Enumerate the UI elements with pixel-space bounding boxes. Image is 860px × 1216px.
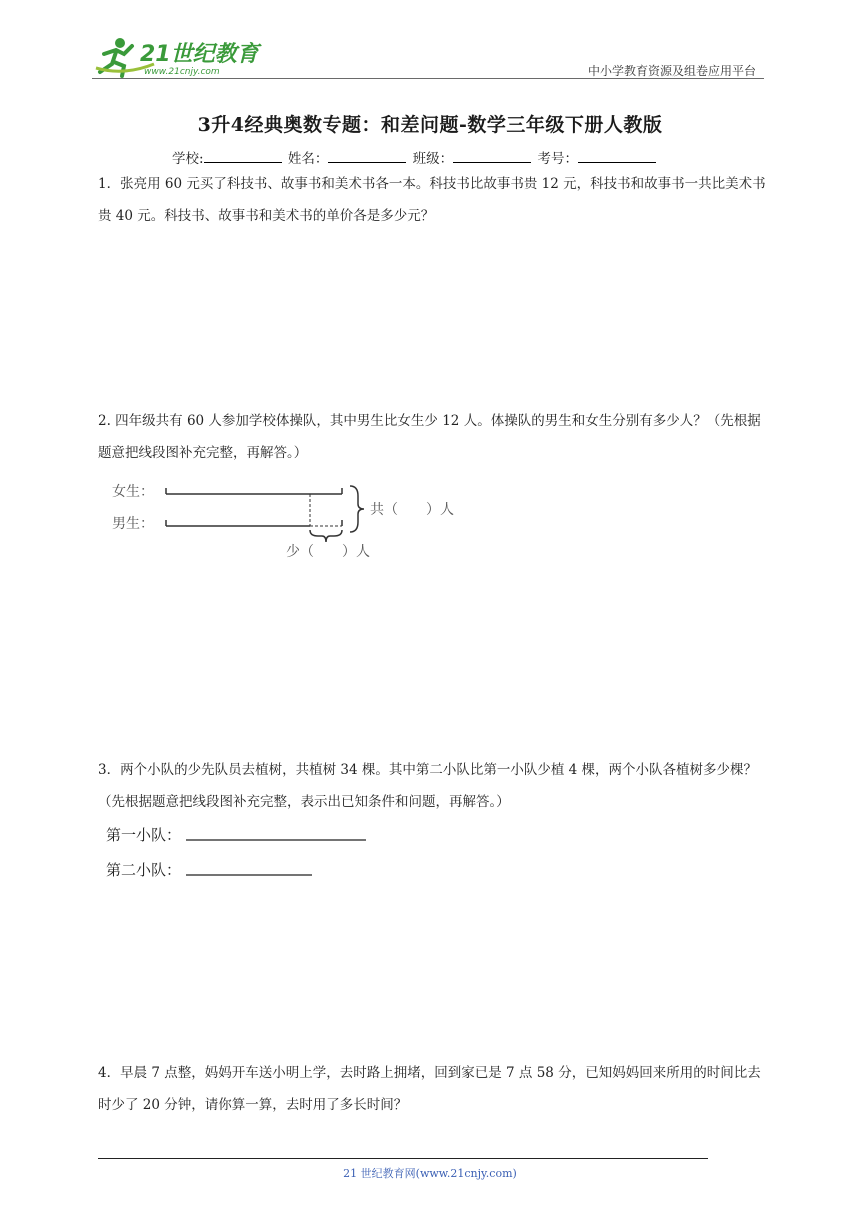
boys-label: 男生： bbox=[112, 516, 154, 532]
team1-label: 第一小队： bbox=[106, 826, 182, 844]
header-divider bbox=[92, 78, 764, 79]
question-4: 4．早晨 7 点整，妈妈开车送小明上学，去时路上拥堵，回到家已是 7 点 58 分，已知妈妈回来所用的时间比去时少了 20 分钟，请你算一算，去时用了多长时间？ bbox=[98, 1065, 761, 1113]
school-label: 学校: bbox=[172, 151, 204, 167]
total-label: 共（ ）人 bbox=[370, 502, 454, 518]
name-blank[interactable] bbox=[328, 148, 406, 163]
line-segment-diagram-q3 bbox=[104, 820, 404, 884]
exam-no-blank[interactable] bbox=[578, 148, 656, 163]
footer-divider bbox=[98, 1158, 708, 1159]
footer-link[interactable]: 21 世纪教育网(www.21cnjy.com) bbox=[343, 1167, 517, 1180]
question-1: 1．张亮用 60 元买了科技书、故事书和美术书各一本。科技书比故事书贵 12 元，科技书和故事书一共比美术书贵 40 元。科技书、故事书和美术书的单价各是多少元？ bbox=[98, 176, 766, 224]
team2-label: 第二小队： bbox=[106, 861, 182, 879]
class-blank[interactable] bbox=[453, 148, 531, 163]
girls-label: 女生： bbox=[112, 484, 154, 500]
question-3: 3．两个小队的少先队员去植树，共植树 34 棵。其中第二小队比第一小队少植 4 棵，两个小队各植树多少棵？（先根据题意把线段图补充完整，表示出已知条件和问题，再解答。） bbox=[98, 762, 758, 810]
line-segment-diagram-q2 bbox=[104, 476, 484, 562]
logo-text: 21世纪教育 bbox=[140, 42, 259, 67]
school-blank[interactable] bbox=[204, 148, 282, 163]
question-2: 2. 四年级共有 60 人参加学校体操队，其中男生比女生少 12 人。体操队的男生和女生分别有多少人？（先根据题意把线段图补充完整，再解答。） bbox=[98, 413, 761, 461]
logo-url: www.21cnjy.com bbox=[144, 67, 220, 77]
student-info-line bbox=[172, 147, 658, 167]
class-label: 班级： bbox=[412, 151, 454, 167]
page-title: 3升4经典奥数专题：和差问题-数学三年级下册人教版 bbox=[197, 114, 663, 136]
exam-no-label: 考号： bbox=[537, 151, 578, 167]
platform-label: 中小学教育资源及组卷应用平台 bbox=[587, 64, 756, 78]
site-logo bbox=[94, 34, 264, 80]
less-label: 少（ ）人 bbox=[286, 544, 370, 560]
name-label: 姓名： bbox=[287, 151, 329, 167]
